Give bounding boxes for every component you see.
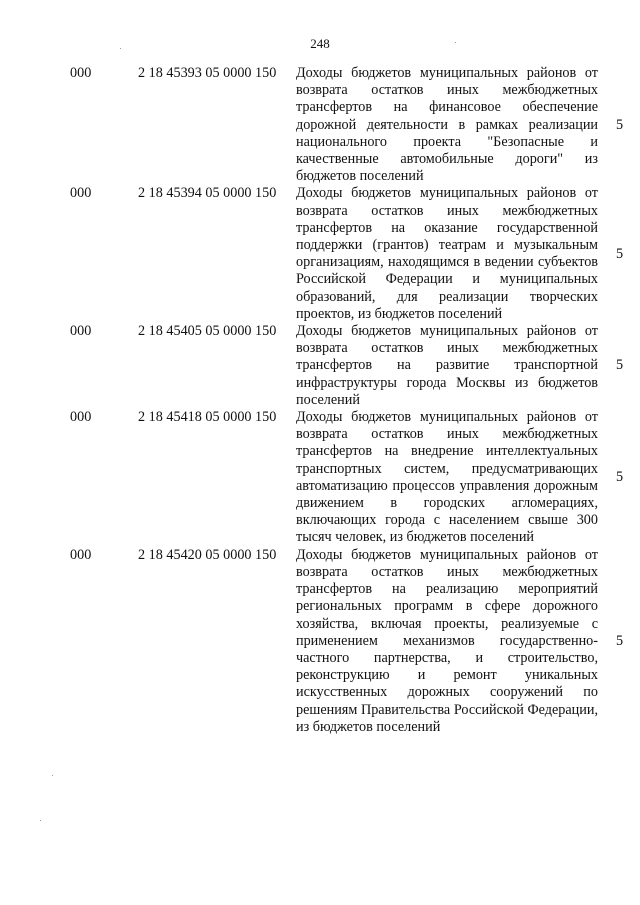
admin-code: 000 xyxy=(70,323,92,340)
admin-code: 000 xyxy=(70,409,92,426)
budget-codes-table xyxy=(0,65,640,736)
income-description: Доходы бюджетов муниципальных районов от возврата остатков иных межбюджетных трансфертов на внедрение интеллектуальных транспортных систем, предусматривающих автоматизацию процессов управления дорожным движением в городских агломерациях, включающих города с населением свыше 300 тысяч человек, из бюджетов поселений xyxy=(296,409,598,546)
scan-speck xyxy=(120,48,121,49)
table-row xyxy=(0,185,640,323)
value-cell: 5 xyxy=(616,245,624,262)
budget-code: 2 18 45393 05 0000 150 xyxy=(138,65,277,81)
scan-speck xyxy=(455,42,456,43)
admin-code: 000 xyxy=(70,65,92,81)
value-cell: 5 xyxy=(616,116,624,133)
value-cell: 5 xyxy=(616,469,624,486)
value-cell: 5 xyxy=(616,632,624,649)
table-row xyxy=(0,65,640,185)
income-description: Доходы бюджетов муниципальных районов от возврата остатков иных межбюджетных трансфертов на развитие транспортной инфраструктуры города Москвы из бюджетов поселений xyxy=(296,323,598,408)
table-row xyxy=(0,547,640,736)
budget-code: 2 18 45418 05 0000 150 xyxy=(138,409,277,426)
budget-code: 2 18 45394 05 0000 150 xyxy=(138,185,277,202)
budget-code: 2 18 45405 05 0000 150 xyxy=(138,323,277,340)
admin-code: 000 xyxy=(70,546,92,563)
value-cell: 5 xyxy=(616,357,624,374)
income-description: Доходы бюджетов муниципальных районов от возврата остатков иных межбюджетных трансфертов на оказание государственной поддержки (грантов) театрам и музыкальным организациям, находящимся в ведении субъектов Российской Федерации и муниципальных образований, для реализации творческих проектов, из бюджетов поселений xyxy=(296,185,598,322)
table-row xyxy=(0,409,640,547)
scan-speck xyxy=(40,820,41,821)
budget-code: 2 18 45420 05 0000 150 xyxy=(138,546,277,563)
scan-speck xyxy=(52,775,53,776)
table-row xyxy=(0,323,640,409)
income-description: Доходы бюджетов муниципальных районов от возврата остатков иных межбюджетных трансфертов на реализацию мероприятий региональных программ в сфере дорожного хозяйства, включая проекты, реализуемые с применением механизмов государственно-частного партнерства, и строительство, реконструкцию и ремонт уникальных искусственных дорожных сооружений по решениям Правительства Российской Федерации, из бюджетов поселений xyxy=(296,546,598,735)
admin-code: 000 xyxy=(70,185,92,202)
income-description: Доходы бюджетов муниципальных районов от возврата остатков иных межбюджетных трансфертов на финансовое обеспечение дорожной деятельности в рамках реализации национального проекта "Безопасные и качественные автомобильные дороги" из бюджетов поселений xyxy=(296,65,598,185)
page-number: 248 xyxy=(310,36,330,51)
